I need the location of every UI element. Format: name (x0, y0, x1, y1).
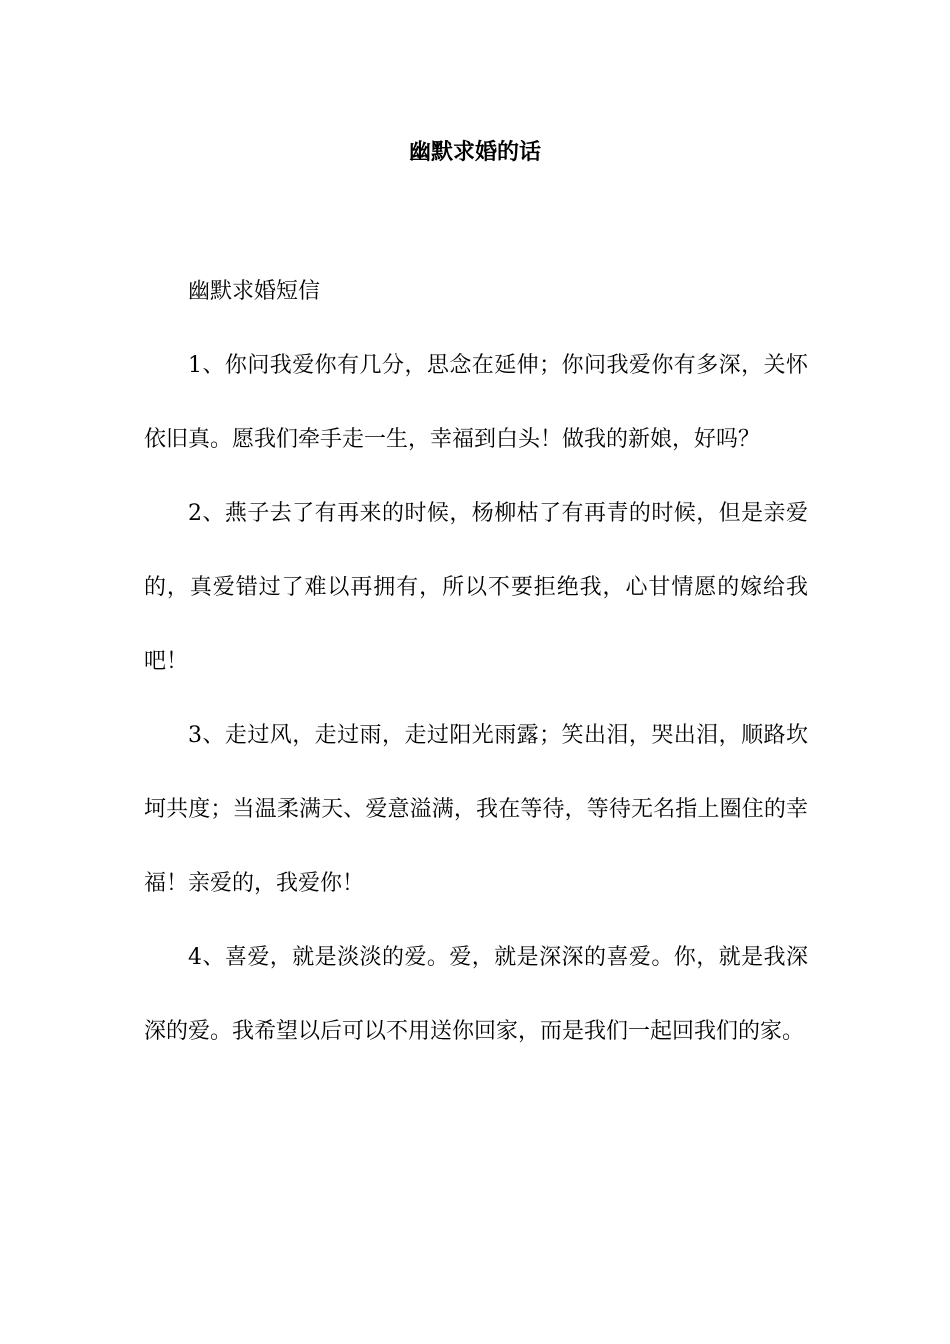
section-heading: 幽默求婚短信 (188, 279, 321, 304)
paragraph-2: 2、燕子去了有再来的时候，杨柳枯了有再青的时候，但是亲爱的，真爱错过了难以再拥有，所以不要拒绝我，心甘情愿的嫁给我吧！ (144, 501, 808, 674)
paragraph-3: 3、走过风，走过雨，走过阳光雨露；笑出泪，哭出泪，顺路坎坷共度；当温柔满天、爱意溢满，我在等待，等待无名指上圈住的幸福！亲爱的，我爱你！ (144, 723, 808, 896)
document-title: 幽默求婚的话 (408, 139, 541, 165)
paragraph-4: 4、喜爱，就是淡淡的爱。爱，就是深深的喜爱。你，就是我深深的爱。我希望以后可以不用送你回家，而是我们一起回我们的家。 (144, 945, 808, 1044)
paragraph-1: 1、你问我爱你有几分，思念在延伸；你问我爱你有多深，关怀依旧真。愿我们牵手走一生，幸福到白头！做我的新娘，好吗？ (144, 353, 808, 452)
document-body (144, 255, 808, 1069)
